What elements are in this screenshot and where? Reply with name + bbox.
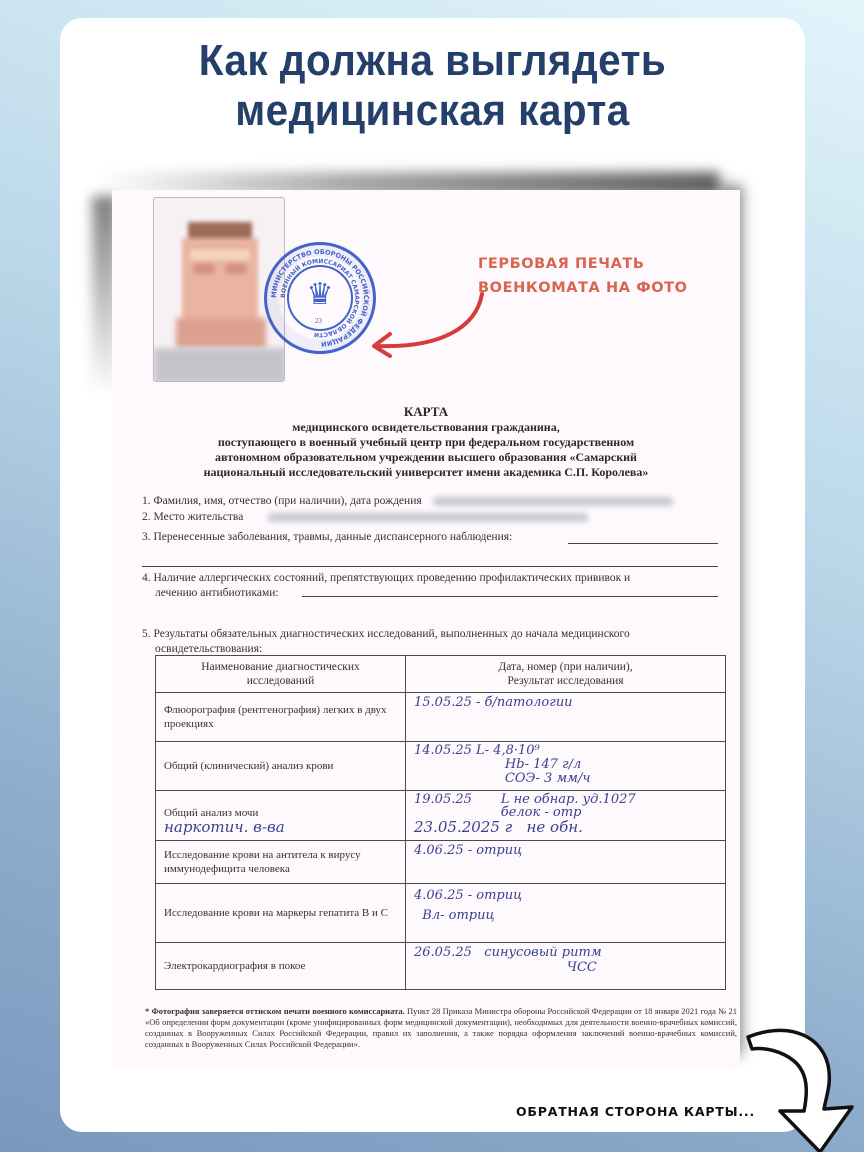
table-header-row: [156, 656, 726, 693]
table-row: [156, 841, 726, 884]
heading-line: автономном образовательном учреждении высшего образования «Самарский: [215, 450, 637, 464]
fill-line: [142, 566, 718, 567]
table-row: [156, 943, 726, 990]
test-result: 4.06.25 - отриц Вл- отриц: [406, 884, 726, 943]
test-name: Флюорография (рентгенография) легких в двух проекциях: [156, 693, 406, 742]
heading-line: национальный исследовательский университет имени академика С.П. Королева»: [203, 465, 649, 479]
handwritten-note: наркотич. в-ва: [164, 818, 285, 836]
diagnostics-table: [155, 655, 726, 990]
heading-line: поступающего в военный учебный центр при федеральном государственном: [217, 435, 635, 449]
svg-text:ВОЕННЫЙ КОМИССАРИАТ САМАРСКОЙ: ВОЕННЫЙ КОМИССАРИАТ САМАРСКОЙ ОБЛАСТИ: [279, 257, 361, 339]
page-title: [90, 36, 775, 136]
table-row: [156, 742, 726, 791]
curved-arrow-icon: [360, 290, 500, 360]
fill-line: [302, 596, 718, 597]
title-line-2: медицинская карта: [235, 86, 630, 135]
column-header-result: Дата, номер (при наличии), Результат исследования: [406, 656, 726, 693]
redacted-address-value: [268, 513, 588, 522]
column-header-test-name: Наименование диагностических исследований: [156, 656, 406, 693]
table-row: [156, 791, 726, 841]
field-diagnostic-results: 5. Результаты обязательных диагностических исследований, выполненных до начала медицинского освидетельствования:: [142, 628, 630, 655]
test-name: Исследование крови на маркеры гепатита В и С: [156, 884, 406, 943]
double-headed-eagle-icon: ♛: [306, 278, 334, 311]
test-name: Общий анализ мочи наркотич. в-ва: [156, 791, 406, 841]
stamp-number: 23: [315, 317, 322, 325]
next-page-hint: ОБРАТНАЯ СТОРОНА КАРТЫ...: [516, 1104, 756, 1119]
redacted-name-value: [433, 497, 673, 506]
test-name: Исследование крови на антитела к вирусу иммунодефицита человека: [156, 841, 406, 884]
table-row: [156, 884, 726, 943]
curved-down-arrow-icon: [742, 1025, 864, 1152]
test-name: Общий (клинический) анализ крови: [156, 742, 406, 791]
footnote: * Фотография заверяется оттиском печати военного комиссариата. Пункт 28 Приказа Министра обороны Российской Федерации от 18 января 2021 года № 21 «Об определении форм документации (кроме унифицированных форм медицинской документации), необходимых для деятельности военно-врачебных комиссий, созданных в Вооруженных Силах Российской Федерации, правил их заполнения, а также порядка оформления заключений военно-врачебных комиссий, созданных в Вооруженных Силах Российской Федерации».: [145, 1006, 737, 1049]
test-result: 14.05.25 L- 4,8·10⁹ Hb- 147 г/л СОЭ- 3 мм/ч: [406, 742, 726, 791]
heading-line: медицинского освидетельствования гражданина,: [292, 420, 560, 434]
test-result: 4.06.25 - отриц: [406, 841, 726, 884]
title-line-1: Как должна выглядеть: [198, 36, 667, 85]
field-past-diseases: 3. Перенесенные заболевания, травмы, данные диспансерного наблюдения:: [142, 531, 513, 543]
field-full-name: 1. Фамилия, имя, отчество (при наличии), дата рождения: [142, 494, 673, 509]
test-name: Электрокардиография в покое: [156, 943, 406, 990]
field-residence: 2. Место жительства: [142, 510, 588, 525]
fill-line: [568, 543, 718, 544]
table-row: [156, 693, 726, 742]
heading-card: КАРТА: [403, 404, 449, 419]
document-heading: [112, 404, 740, 480]
stamp-callout: ГЕРБОВАЯ ПЕЧАТЬ ВОЕНКОМАТА НА ФОТО: [478, 256, 688, 296]
field-allergies: 4. Наличие аллергических состояний, препятствующих проведению профилактических прививок и лечению антибиотиками:: [142, 572, 631, 599]
test-result: 19.05.25 L не обнар. уд.1027 белок - отр 23.05.2025 г не обн.: [406, 791, 726, 841]
svg-text:МИНИСТЕРСТВО ОБОРОНЫ РОССИЙСКО: МИНИСТЕРСТВО ОБОРОНЫ РОССИЙСКОЙ ФЕДЕРАЦИИ: [269, 247, 371, 349]
test-result: 15.05.25 - б/патологии: [406, 693, 726, 742]
test-result: 26.05.25 синусовый ритм ЧСС: [406, 943, 726, 990]
